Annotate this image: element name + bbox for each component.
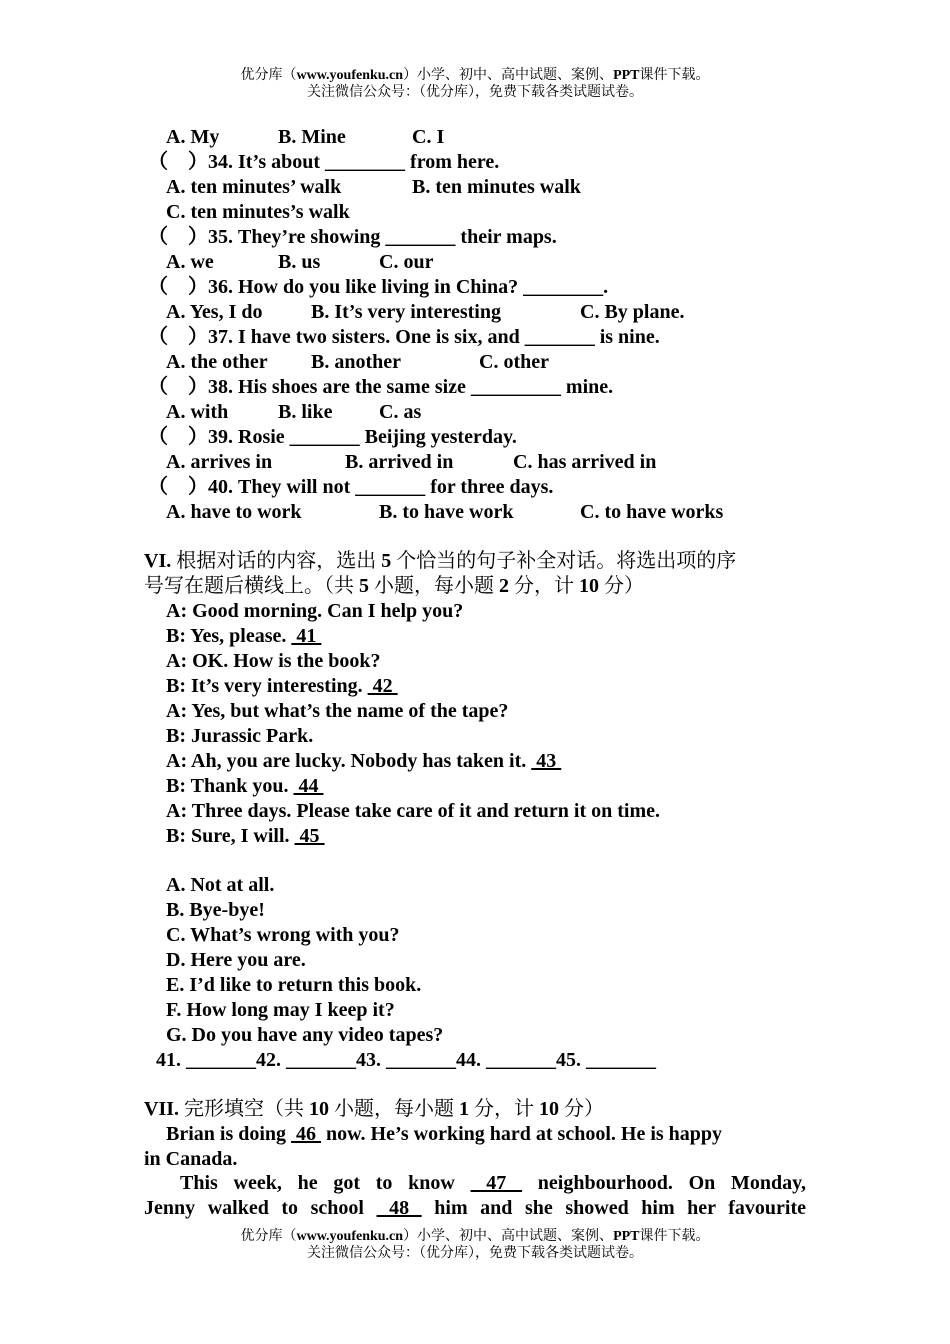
option-b: B. to have work xyxy=(379,501,514,523)
answer-blank: 42 xyxy=(367,675,398,697)
cloze-blank: 46 xyxy=(291,1123,322,1145)
passage-line: in Canada. xyxy=(144,1148,238,1170)
option-a: A. have to work xyxy=(166,501,302,523)
answer-blank: 44 xyxy=(293,775,324,797)
option-b: B. like xyxy=(278,401,333,423)
option-c: C. to have works xyxy=(580,501,724,523)
cloze-blank: 47 xyxy=(470,1172,523,1194)
dialogue-line: B: Thank you. 44 xyxy=(166,775,324,797)
question-stem: （ ）36. How do you like living in China? ________. xyxy=(148,276,609,298)
question-stem: （ ）38. His shoes are the same size _________ mine. xyxy=(148,376,614,398)
option-c: C. has arrived in xyxy=(513,451,657,473)
choice-item: F. How long may I keep it? xyxy=(166,999,395,1021)
header-line-2: 关注微信公众号：（优分库），免费下载各类试题试卷。 xyxy=(307,85,643,100)
option-a: A. arrives in xyxy=(166,451,273,473)
choice-item: G. Do you have any video tapes? xyxy=(166,1024,444,1046)
option-b: B. arrived in xyxy=(345,451,454,473)
dialogue-line: A: Good morning. Can I help you? xyxy=(166,600,464,622)
choice-item: C. What’s wrong with you? xyxy=(166,924,400,946)
dialogue-line: A: Yes, but what’s the name of the tape? xyxy=(166,700,509,722)
header-line-1: 优分库（www.youfenku.cn）小学、初中、高中试题、案例、PPT课件下载。 xyxy=(240,1229,710,1244)
option-b: B. ten minutes walk xyxy=(412,176,581,198)
option-c: C. ten minutes’s walk xyxy=(166,201,350,223)
section-number: VII. xyxy=(144,1098,180,1120)
choice-item: D. Here you are. xyxy=(166,949,306,971)
page-header-top xyxy=(0,67,950,101)
header-site-link: www.youfenku.cn xyxy=(296,68,404,83)
answer-line: 41. _______42. _______43. _______44. _______45. _______ xyxy=(156,1049,656,1071)
option-a: A. we xyxy=(166,251,214,273)
answer-blank: 45 xyxy=(294,825,325,847)
choice-item: A. Not at all. xyxy=(166,874,275,896)
section-number: VI. xyxy=(144,550,172,572)
choice-item: E. I’d like to return this book. xyxy=(166,974,422,996)
header-site-link: www.youfenku.cn xyxy=(296,1229,404,1244)
option-b: B. us xyxy=(278,251,321,273)
dialogue-line: A: OK. How is the book? xyxy=(166,650,381,672)
answer-blank: 43 xyxy=(531,750,562,772)
dialogue-line: B: Sure, I will. 45 xyxy=(166,825,325,847)
option-c: C. our xyxy=(379,251,434,273)
option-b: B. another xyxy=(311,351,401,373)
option-a: A. My xyxy=(166,126,220,148)
section-7-heading: VII. 完形填空（共 10 小题，每小题 1 分，计 10 分） xyxy=(144,1098,605,1120)
option-c: C. other xyxy=(479,351,549,373)
header-line-2: 关注微信公众号：（优分库），免费下载各类试题试卷。 xyxy=(307,1246,643,1261)
question-stem: （ ）35. They’re showing _______ their maps. xyxy=(148,226,557,248)
option-c: C. I xyxy=(412,126,445,148)
page-header-bottom xyxy=(0,1228,950,1262)
dialogue-line: B: Yes, please. 41 xyxy=(166,625,322,647)
question-stem: （ ）40. They will not _______ for three days. xyxy=(148,476,554,498)
option-a: A. Yes, I do xyxy=(166,301,263,323)
question-stem: （ ）37. I have two sisters. One is six, and _______ is nine. xyxy=(148,326,660,348)
dialogue-line: A: Three days. Please take care of it and return it on time. xyxy=(166,800,661,822)
option-c: C. By plane. xyxy=(580,301,685,323)
passage-line: Brian is doing 46 now. He’s working hard at school. He is happy xyxy=(166,1123,723,1145)
answer-blank: 41 xyxy=(291,625,322,647)
question-stem: （ ）34. It’s about ________ from here. xyxy=(148,151,500,173)
passage-line: Jenny walked to school 48 him and she showed him her favourite xyxy=(144,1197,807,1219)
option-c: C. as xyxy=(379,401,422,423)
dialogue-line: B: Jurassic Park. xyxy=(166,725,314,747)
dialogue-line: B: It’s very interesting. 42 xyxy=(166,675,398,697)
option-a: A. the other xyxy=(166,351,268,373)
cloze-blank: 48 xyxy=(376,1197,422,1219)
question-stem: （ ）39. Rosie _______ Beijing yesterday. xyxy=(148,426,517,448)
option-a: A. with xyxy=(166,401,229,423)
option-a: A. ten minutes’ walk xyxy=(166,176,342,198)
header-line-1: 优分库（www.youfenku.cn）小学、初中、高中试题、案例、PPT课件下载。 xyxy=(240,68,710,83)
choice-item: B. Bye-bye! xyxy=(166,899,265,921)
dialogue-line: A: Ah, you are lucky. Nobody has taken it. 43 xyxy=(166,750,562,772)
passage-line: This week, he got to know 47 neighbourhood. On Monday, xyxy=(180,1172,807,1194)
option-b: B. It’s very interesting xyxy=(311,301,501,323)
option-b: B. Mine xyxy=(278,126,346,148)
